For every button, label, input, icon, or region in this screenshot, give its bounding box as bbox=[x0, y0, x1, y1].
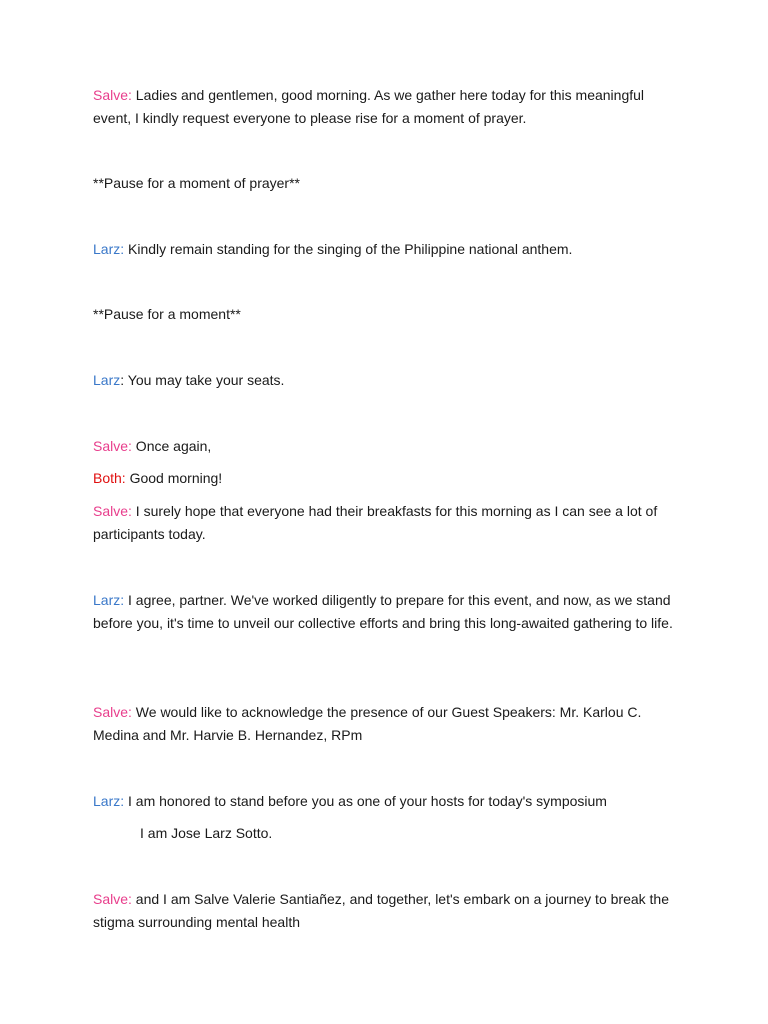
line-text: **Pause for a moment of prayer** bbox=[93, 175, 300, 191]
script-line-larz-agree bbox=[93, 589, 673, 635]
line-text: Good morning! bbox=[125, 470, 223, 486]
script-line-salve-breakfast bbox=[93, 500, 673, 546]
line-text: **Pause for a moment** bbox=[93, 306, 241, 322]
speaker-label-both: Both: bbox=[93, 470, 126, 486]
script-line-larz-name bbox=[140, 822, 720, 845]
speaker-label-larz: Larz: bbox=[93, 241, 125, 257]
script-line-both-greeting bbox=[93, 467, 673, 490]
line-text: I am honored to stand before you as one of your hosts for today's symposium bbox=[124, 793, 607, 809]
speaker-label-larz: Larz: bbox=[93, 592, 125, 608]
line-text: I surely hope that everyone had their breakfasts for this morning as I can see a lot of participants today. bbox=[93, 503, 658, 542]
speaker-label-larz: Larz: bbox=[93, 793, 125, 809]
line-text: : You may take your seats. bbox=[120, 372, 285, 388]
line-text: Once again, bbox=[131, 438, 212, 454]
script-line-salve-intro bbox=[93, 888, 673, 934]
script-line-salve-once-again bbox=[93, 435, 673, 458]
script-line-larz-seats bbox=[93, 369, 673, 392]
line-text: and I am Salve Valerie Santiañez, and together, let's embark on a journey to break the stigma surrounding mental health bbox=[93, 891, 669, 930]
script-line-larz-honored bbox=[93, 790, 673, 813]
speaker-label-salve: Salve: bbox=[93, 704, 132, 720]
line-text: I am Jose Larz Sotto. bbox=[140, 825, 273, 841]
speaker-label-larz: Larz bbox=[93, 372, 121, 388]
stage-direction-prayer bbox=[93, 172, 673, 195]
speaker-label-salve: Salve: bbox=[93, 891, 132, 907]
speaker-label-salve: Salve: bbox=[93, 503, 132, 519]
line-text: I agree, partner. We've worked diligently to prepare for this event, and now, as we stand before you, it's time to unveil our collective efforts and bring this long-awaited gathering to life. bbox=[93, 592, 673, 631]
line-text: We would like to acknowledge the presence of our Guest Speakers: Mr. Karlou C. Medina and Mr. Harvie B. Hernandez, RPm bbox=[93, 704, 642, 743]
line-text: Kindly remain standing for the singing of the Philippine national anthem. bbox=[124, 241, 573, 257]
speaker-label-salve: Salve: bbox=[93, 438, 132, 454]
script-line-larz-anthem bbox=[93, 238, 673, 261]
speaker-label-salve: Salve: bbox=[93, 87, 132, 103]
script-line-salve-guest-speakers bbox=[93, 701, 673, 747]
stage-direction-pause bbox=[93, 303, 673, 326]
script-line-salve-opening bbox=[93, 84, 673, 130]
line-text: Ladies and gentlemen, good morning. As we gather here today for this meaningful event, I kindly request everyone to please rise for a moment of prayer. bbox=[93, 87, 645, 126]
